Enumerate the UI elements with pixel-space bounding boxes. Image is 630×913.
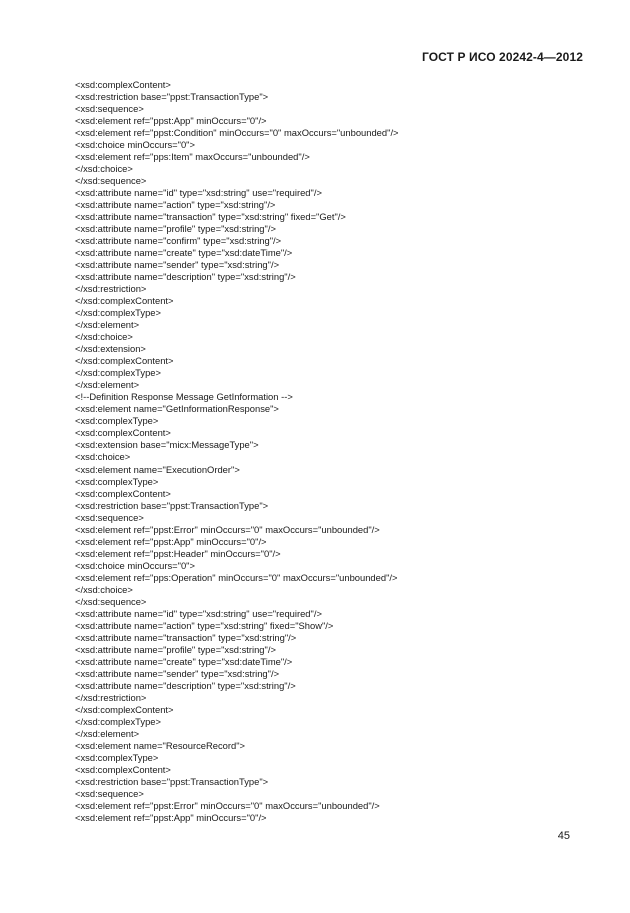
code-line: <xsd:extension base="micx:MessageType"> — [75, 439, 259, 451]
code-line: <xsd:element ref="ppst:Condition" minOccurs="0" maxOccurs="unbounded"/> — [75, 127, 399, 139]
code-line: <xsd:attribute name="sender" type="xsd:string"/> — [75, 259, 280, 271]
code-line: </xsd:choice> — [75, 583, 133, 595]
code-line: <xsd:complexType> — [75, 475, 159, 487]
code-line: <xsd:attribute name="transaction" type="xsd:string"/> — [75, 631, 297, 643]
code-line: </xsd:choice> — [75, 163, 133, 175]
code-line: <xsd:restriction base="ppst:TransactionType"> — [75, 775, 269, 787]
code-line: <!--Definition Response Message GetInformation --> — [75, 391, 293, 403]
code-line: <xsd:complexContent> — [75, 427, 171, 439]
code-line: <xsd:complexContent> — [75, 763, 171, 775]
code-line: </xsd:complexType> — [75, 715, 161, 727]
code-line: <xsd:restriction base="ppst:TransactionType"> — [75, 91, 269, 103]
code-line: <xsd:choice> — [75, 451, 131, 463]
code-line: <xsd:element ref="pps:Operation" minOccurs="0" maxOccurs="unbounded"/> — [75, 571, 398, 583]
code-line: </xsd:element> — [75, 727, 140, 739]
code-line: <xsd:attribute name="create" type="xsd:dateTime"/> — [75, 655, 293, 667]
code-line: </xsd:complexType> — [75, 367, 161, 379]
code-line: <xsd:element ref="ppst:Error" minOccurs="0" maxOccurs="unbounded"/> — [75, 523, 380, 535]
code-line: <xsd:complexContent> — [75, 79, 171, 90]
code-line: <xsd:element ref="ppst:App" minOccurs="0"/> — [75, 115, 267, 127]
code-line: </xsd:complexContent> — [75, 295, 174, 307]
code-line: <xsd:complexType> — [75, 415, 159, 427]
code-line: <xsd:attribute name="action" type="xsd:string" fixed="Show"/> — [75, 619, 334, 631]
code-line: <xsd:attribute name="description" type="xsd:string"/> — [75, 271, 296, 283]
code-line: <xsd:attribute name="sender" type="xsd:string"/> — [75, 667, 280, 679]
code-line: </xsd:choice> — [75, 331, 133, 343]
code-line: <xsd:element ref="pps:Item" maxOccurs="unbounded"/> — [75, 151, 310, 163]
code-line: <xsd:element ref="ppst:Header" minOccurs="0"/> — [75, 547, 281, 559]
code-line: <xsd:choice minOccurs="0"> — [75, 559, 195, 571]
code-line: </xsd:complexContent> — [75, 703, 174, 715]
code-line: </xsd:element> — [75, 379, 140, 391]
xsd-code-listing — [75, 79, 399, 824]
code-line: <xsd:sequence> — [75, 787, 144, 799]
code-line: <xsd:element name="ResourceRecord"> — [75, 739, 246, 751]
code-line: </xsd:restriction> — [75, 691, 147, 703]
code-line: <xsd:attribute name="description" type="xsd:string"/> — [75, 679, 296, 691]
code-line: <xsd:attribute name="id" type="xsd:string" use="required"/> — [75, 607, 322, 619]
code-line: </xsd:sequence> — [75, 595, 147, 607]
code-line: <xsd:attribute name="confirm" type="xsd:string"/> — [75, 235, 282, 247]
code-line: <xsd:attribute name="action" type="xsd:string"/> — [75, 199, 276, 211]
code-line: <xsd:element name="GetInformationResponse"> — [75, 403, 279, 415]
code-line: </xsd:element> — [75, 319, 140, 331]
code-line: <xsd:complexType> — [75, 751, 159, 763]
page-number: 45 — [557, 830, 570, 842]
code-line: <xsd:attribute name="profile" type="xsd:string"/> — [75, 643, 276, 655]
code-line: <xsd:sequence> — [75, 103, 144, 115]
code-line: <xsd:attribute name="transaction" type="xsd:string" fixed="Get"/> — [75, 211, 346, 223]
code-line: <xsd:choice minOccurs="0"> — [75, 139, 195, 151]
code-line: <xsd:element ref="ppst:App" minOccurs="0"/> — [75, 811, 267, 823]
code-line: <xsd:attribute name="profile" type="xsd:string"/> — [75, 223, 276, 235]
code-line: <xsd:element name="ExecutionOrder"> — [75, 463, 240, 475]
standard-header: ГОСТ Р ИСО 20242-4—2012 — [421, 50, 583, 64]
code-line: </xsd:restriction> — [75, 283, 147, 295]
code-line: </xsd:complexContent> — [75, 355, 174, 367]
code-line: <xsd:attribute name="id" type="xsd:string" use="required"/> — [75, 187, 322, 199]
code-line: </xsd:sequence> — [75, 175, 147, 187]
code-line: <xsd:complexContent> — [75, 487, 171, 499]
code-line: <xsd:restriction base="ppst:TransactionType"> — [75, 499, 269, 511]
code-line: </xsd:complexType> — [75, 307, 161, 319]
code-line: </xsd:extension> — [75, 343, 146, 355]
code-line: <xsd:element ref="ppst:App" minOccurs="0"/> — [75, 535, 267, 547]
code-line: <xsd:sequence> — [75, 511, 144, 523]
code-line: <xsd:element ref="ppst:Error" minOccurs="0" maxOccurs="unbounded"/> — [75, 799, 380, 811]
code-line: <xsd:attribute name="create" type="xsd:dateTime"/> — [75, 247, 293, 259]
